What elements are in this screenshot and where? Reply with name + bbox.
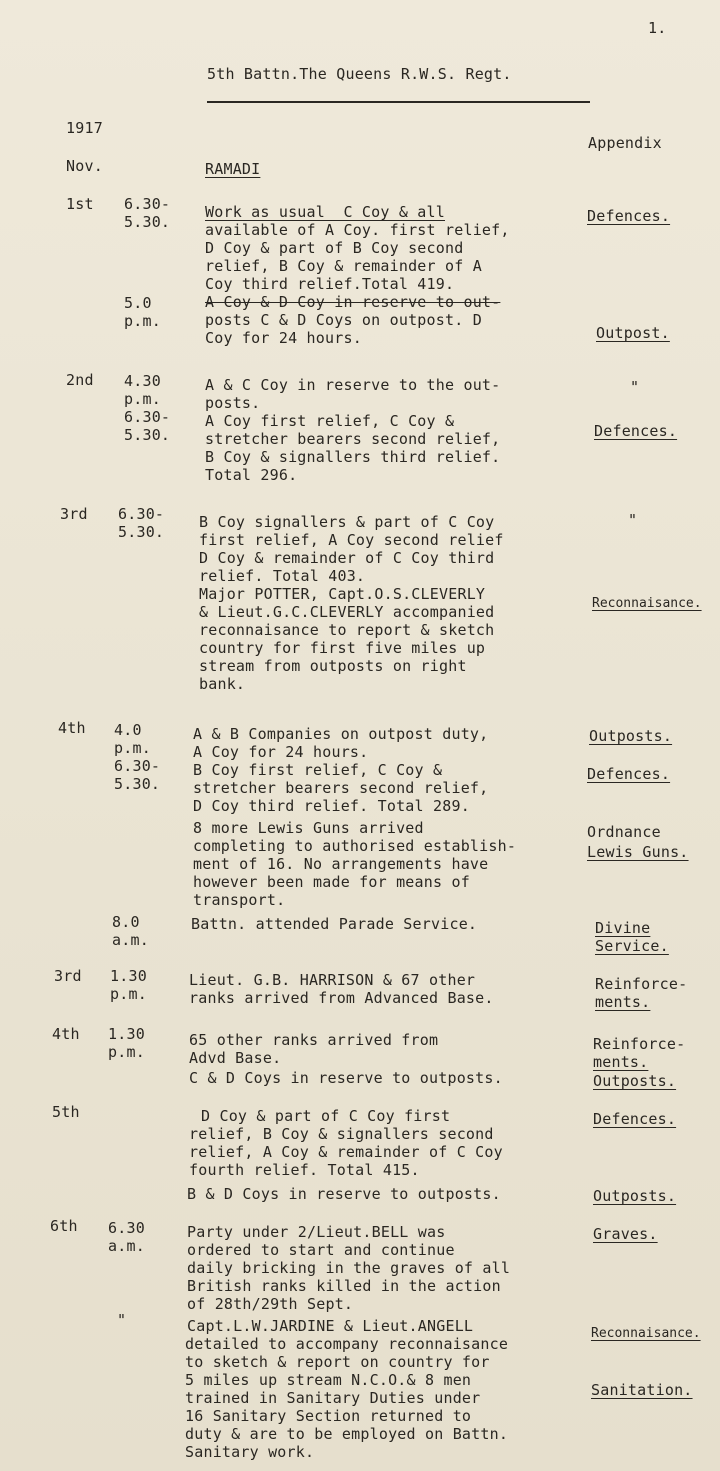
entry-text: A Coy first relief, C Coy & [205,412,455,430]
appendix-ref: Reinforce- [593,1035,686,1053]
appendix-ref: Outposts. [589,727,673,745]
entry-text: 8 more Lewis Guns arrived [193,819,424,837]
entry-date: 3rd [60,505,88,523]
entry-text: posts. [205,394,261,412]
entry-time: p.m. [108,1043,145,1061]
entry-text: Sanitary work. [185,1443,315,1461]
entry-text: stretcher bearers second relief, [205,430,501,448]
appendix-ref: Outposts. [593,1072,677,1090]
entry-text-struck: A Coy & D Coy in reserve to out- [205,293,501,311]
entry-time: 8.0 [112,913,140,931]
document-title: 5th Battn.The Queens R.W.S. Regt. [207,65,512,83]
entry-time: " [117,1311,127,1329]
entry-text: transport. [193,891,286,909]
appendix-ref: Reconnaisance. [592,596,702,611]
entry-date: 3rd [54,967,82,985]
entry-text: Total 296. [205,466,298,484]
entry-text: Work as usual C Coy & all [205,203,445,221]
entry-text: fourth relief. Total 415. [189,1161,420,1179]
entry-text: available of A Coy. first relief, [205,221,510,239]
entry-text: stream from outposts on right [199,657,467,675]
entry-text: Lieut. G.B. HARRISON & 67 other [189,971,476,989]
entry-text: reconnaisance to report & sketch [199,621,495,639]
appendix-header: Appendix [588,134,662,152]
entry-text: Capt.L.W.JARDINE & Lieut.ANGELL [187,1317,474,1335]
entry-text: of 28th/29th Sept. [187,1295,354,1313]
entry-text: stretcher bearers second relief, [193,779,489,797]
appendix-ref: ments. [595,993,651,1011]
appendix-ref: Service. [595,937,669,955]
page-number: 1. [648,19,667,37]
entry-time: 6.30 [108,1219,145,1237]
title-rule [207,101,590,103]
entry-time: 5.30. [124,426,171,444]
appendix-ref: Reinforce- [595,975,688,993]
entry-text: ment of 16. No arrangements have [193,855,489,873]
appendix-ref: Graves. [593,1225,658,1243]
entry-text: trained in Sanitary Duties under [185,1389,481,1407]
entry-time: p.m. [110,985,147,1003]
entry-text: B Coy signallers & part of C Coy [199,513,495,531]
entry-text: daily bricking in the graves of all [187,1259,511,1277]
entry-date: 4th [52,1025,80,1043]
entry-time: 6.30- [124,195,171,213]
entry-text: D Coy third relief. Total 289. [193,797,470,815]
entry-time: 1.30 [110,967,147,985]
appendix-ref: ments. [593,1053,649,1071]
entry-text: bank. [199,675,246,693]
entry-text: to sketch & report on country for [185,1353,490,1371]
entry-time: 5.0 [124,294,152,312]
entry-date: 1st [66,195,94,213]
appendix-ref: Outpost. [596,324,670,342]
entry-text: Coy third relief.Total 419. [205,275,455,293]
entry-text: Coy for 24 hours. [205,329,362,347]
entry-date: 5th [52,1103,80,1121]
entry-text: first relief, A Coy second relief [199,531,504,549]
entry-text: ordered to start and continue [187,1241,455,1259]
entry-date: 6th [50,1217,78,1235]
appendix-ref: Sanitation. [591,1381,693,1399]
entry-text: posts C & D Coys on outpost. D [205,311,482,329]
entry-text: British ranks killed in the action [187,1277,501,1295]
appendix-ref: " [630,378,640,396]
entry-time: 5.30. [118,523,165,541]
location: RAMADI [205,160,261,178]
appendix-ref: Ordnance [587,823,661,841]
month: Nov. [66,157,103,175]
appendix-ref: Defences. [587,207,671,225]
entry-text: Advd Base. [189,1049,282,1067]
entry-text: Party under 2/Lieut.BELL was [187,1223,446,1241]
entry-text: B Coy & signallers third relief. [205,448,501,466]
entry-text: Battn. attended Parade Service. [191,915,478,933]
entry-text: country for first five miles up [199,639,486,657]
entry-text: relief. Total 403. [199,567,366,585]
entry-time: 4.0 [114,721,142,739]
entry-time: 1.30 [108,1025,145,1043]
entry-text: completing to authorised establish- [193,837,517,855]
entry-time: 6.30- [114,757,161,775]
entry-text: relief, A Coy & remainder of C Coy [189,1143,503,1161]
entry-time: 4.30 [124,372,161,390]
entry-text: relief, B Coy & signallers second [189,1125,494,1143]
entry-text: however been made for means of [193,873,470,891]
appendix-ref: Defences. [587,765,671,783]
entry-date: 2nd [66,371,94,389]
entry-text: ranks arrived from Advanced Base. [189,989,494,1007]
entry-text: A & C Coy in reserve to the out- [205,376,501,394]
entry-text: 65 other ranks arrived from [189,1031,439,1049]
appendix-ref: Reconnaisance. [591,1326,701,1341]
entry-text: 16 Sanitary Section returned to [185,1407,472,1425]
entry-text: B & D Coys in reserve to outposts. [187,1185,501,1203]
appendix-ref: Lewis Guns. [587,843,689,861]
entry-text: D Coy & remainder of C Coy third [199,549,495,567]
entry-time: 5.30. [124,213,171,231]
entry-text: 5 miles up stream N.C.O.& 8 men [185,1371,472,1389]
entry-text: D Coy & part of B Coy second [205,239,464,257]
entry-time: p.m. [114,739,151,757]
entry-text: B Coy first relief, C Coy & [193,761,443,779]
entry-text: & Lieut.G.C.CLEVERLY accompanied [199,603,495,621]
entry-time: 6.30- [118,505,165,523]
entry-time: 6.30- [124,408,171,426]
entry-time: a.m. [112,931,149,949]
appendix-ref: Defences. [593,1110,677,1128]
entry-date: 4th [58,719,86,737]
entry-time: 5.30. [114,775,161,793]
appendix-ref: Outposts. [593,1187,677,1205]
entry-text: C & D Coys in reserve to outposts. [189,1069,503,1087]
entry-text: duty & are to be employed on Battn. [185,1425,509,1443]
entry-text: Major POTTER, Capt.O.S.CLEVERLY [199,585,486,603]
entry-text: detailed to accompany reconnaisance [185,1335,509,1353]
entry-text: D Coy & part of C Coy first [201,1107,451,1125]
entry-text: relief, B Coy & remainder of A [205,257,482,275]
appendix-ref: Divine [595,919,651,937]
appendix-ref: " [628,511,638,529]
appendix-ref: Defences. [594,422,678,440]
entry-time: p.m. [124,312,161,330]
entry-time: p.m. [124,390,161,408]
entry-text: A & B Companies on outpost duty, [193,725,489,743]
year: 1917 [66,119,103,137]
entry-text: A Coy for 24 hours. [193,743,369,761]
entry-time: a.m. [108,1237,145,1255]
